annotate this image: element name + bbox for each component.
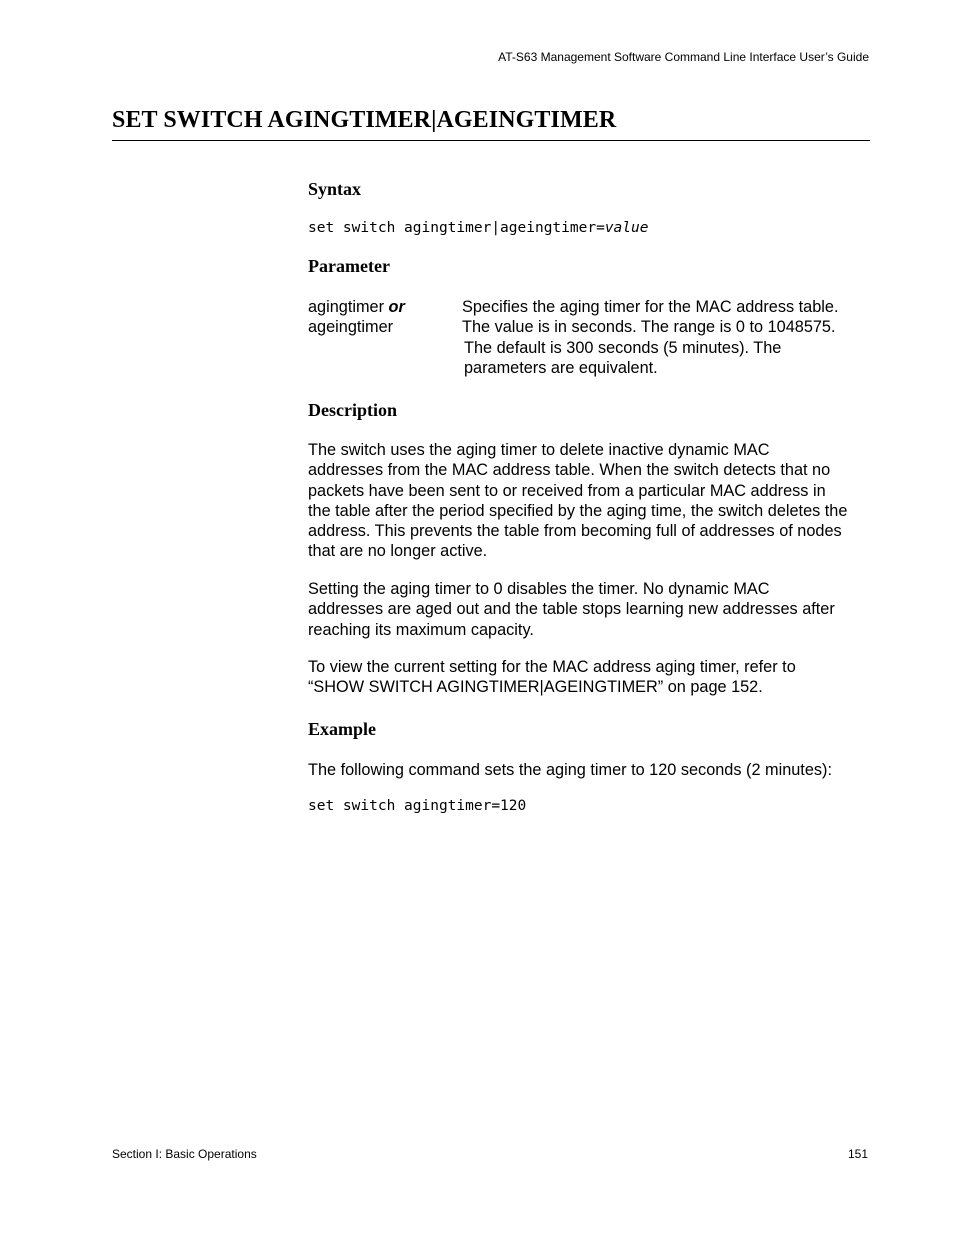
running-header: AT-S63 Management Software Command Line Interface User’s Guide — [498, 50, 869, 64]
syntax-code-prefix: set switch agingtimer|ageingtimer= — [308, 220, 605, 236]
example-heading: Example — [308, 719, 377, 739]
description-paragraph-2: Setting the aging timer to 0 disables the timer. No dynamic MAC addresses are aged out and the table stops learning new addresses after reaching its maximum capacity. — [308, 580, 835, 639]
syntax-heading: Syntax — [308, 179, 362, 199]
parameter-name-line2: ageingtimer — [308, 318, 394, 337]
description-paragraph-3: To view the current setting for the MAC address aging timer, refer to “SHOW SWITCH AGINGTIMER|AGEINGTIMER” on page 152. — [308, 658, 796, 697]
parameter-name — [308, 297, 405, 338]
parameter-desc-line: parameters are equivalent. — [464, 358, 658, 377]
parameter-heading: Parameter — [308, 256, 390, 276]
page-title: SET SWITCH AGINGTIMER|AGEINGTIMER — [112, 107, 617, 133]
parameter-or: or — [388, 298, 405, 316]
title-rule — [112, 140, 870, 141]
syntax-code-variable: value — [604, 220, 649, 236]
parameter-desc-line: Specifies the aging timer for the MAC address table. — [462, 298, 839, 316]
footer-section-label: Section I: Basic Operations — [112, 1147, 257, 1161]
syntax-code — [308, 220, 648, 236]
parameter-name-line1: agingtimer or — [308, 298, 405, 316]
example-intro: The following command sets the aging timer to 120 seconds (2 minutes): — [308, 761, 832, 779]
example-code: set switch agingtimer=120 — [308, 798, 527, 814]
description-paragraph-1: The switch uses the aging timer to delete inactive dynamic MAC addresses from the MAC address table. When the switch detects that no packets have been sent to or received from a particular MAC address in the table after the period specified by the aging time, the switch deletes the address. This prevents the table from becoming full of addresses of nodes that are no longer active. — [308, 441, 848, 561]
parameter-desc-line: The value is in seconds. The range is 0 to 1048575. — [462, 318, 836, 337]
description-heading: Description — [308, 400, 397, 420]
footer-page-number: 151 — [847, 1147, 868, 1161]
parameter-description — [462, 297, 872, 378]
parameter-desc-line: The default is 300 seconds (5 minutes). The — [464, 338, 782, 357]
